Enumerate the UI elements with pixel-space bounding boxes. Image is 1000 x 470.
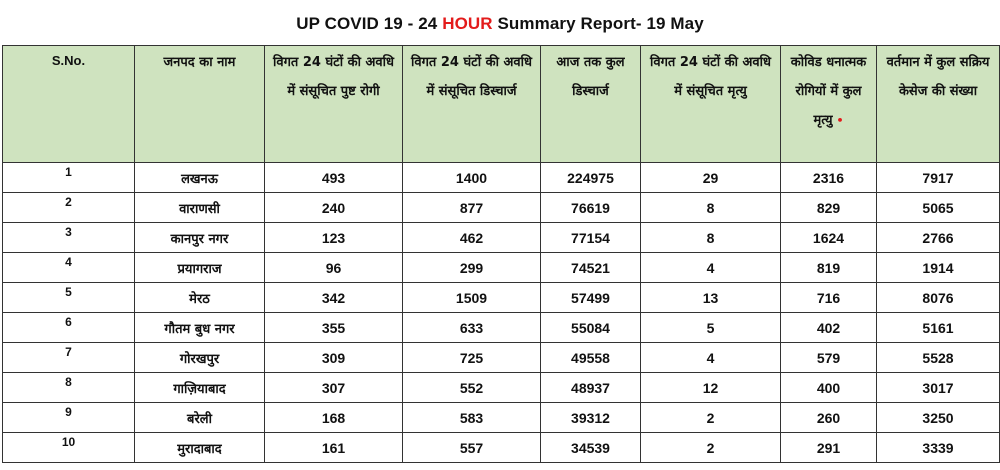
cell-total-deaths: 402 bbox=[781, 313, 877, 343]
cell-new-discharge: 583 bbox=[403, 403, 541, 433]
table-row bbox=[3, 403, 1000, 433]
cell-total-discharge: 55084 bbox=[541, 313, 641, 343]
cell-total-discharge: 77154 bbox=[541, 223, 641, 253]
cell-total-discharge: 34539 bbox=[541, 433, 641, 463]
cell-sno: 7 bbox=[3, 343, 135, 373]
header-district: जनपद का नाम bbox=[135, 46, 265, 163]
cell-district: कानपुर नगर bbox=[135, 223, 265, 253]
cell-new-discharge: 557 bbox=[403, 433, 541, 463]
table-row bbox=[3, 343, 1000, 373]
cell-new-deaths: 4 bbox=[641, 253, 781, 283]
cell-sno: 5 bbox=[3, 283, 135, 313]
cell-total-discharge: 224975 bbox=[541, 163, 641, 193]
header-new-discharge: विगत 24 घंटों की अवधि में संसूचित डिस्चार्ज bbox=[403, 46, 541, 163]
cell-new-discharge: 725 bbox=[403, 343, 541, 373]
cell-district: गौतम बुध नगर bbox=[135, 313, 265, 343]
cell-new-discharge: 462 bbox=[403, 223, 541, 253]
title-prefix: UP COVID 19 - 24 bbox=[296, 14, 443, 33]
table-row bbox=[3, 313, 1000, 343]
cell-new-deaths: 12 bbox=[641, 373, 781, 403]
cell-total-discharge: 49558 bbox=[541, 343, 641, 373]
table-row bbox=[3, 163, 1000, 193]
cell-new-discharge: 1509 bbox=[403, 283, 541, 313]
cell-new-cases: 355 bbox=[265, 313, 403, 343]
cell-total-deaths: 260 bbox=[781, 403, 877, 433]
cell-active-cases: 2766 bbox=[877, 223, 1000, 253]
cell-total-deaths: 1624 bbox=[781, 223, 877, 253]
cell-total-discharge: 57499 bbox=[541, 283, 641, 313]
cell-sno: 6 bbox=[3, 313, 135, 343]
cell-new-discharge: 633 bbox=[403, 313, 541, 343]
cell-new-discharge: 552 bbox=[403, 373, 541, 403]
table-row bbox=[3, 253, 1000, 283]
cell-sno: 8 bbox=[3, 373, 135, 403]
cell-total-deaths: 716 bbox=[781, 283, 877, 313]
cell-district: बरेली bbox=[135, 403, 265, 433]
cell-active-cases: 3250 bbox=[877, 403, 1000, 433]
cell-new-discharge: 1400 bbox=[403, 163, 541, 193]
cell-active-cases: 1914 bbox=[877, 253, 1000, 283]
header-sno: S.No. bbox=[3, 46, 135, 163]
header-new-cases: विगत 24 घंटों की अवधि में संसूचित पुष्ट रोगी bbox=[265, 46, 403, 163]
cell-new-cases: 240 bbox=[265, 193, 403, 223]
summary-table bbox=[2, 45, 1000, 463]
cell-sno: 10 bbox=[3, 433, 135, 463]
cell-active-cases: 7917 bbox=[877, 163, 1000, 193]
cell-total-deaths: 2316 bbox=[781, 163, 877, 193]
header-active-cases: वर्तमान में कुल सक्रिय केसेज की संख्या bbox=[877, 46, 1000, 163]
red-dot-marker: • bbox=[836, 114, 844, 127]
cell-sno: 9 bbox=[3, 403, 135, 433]
cell-total-deaths: 291 bbox=[781, 433, 877, 463]
cell-active-cases: 3339 bbox=[877, 433, 1000, 463]
cell-new-cases: 307 bbox=[265, 373, 403, 403]
cell-district: मेरठ bbox=[135, 283, 265, 313]
cell-active-cases: 8076 bbox=[877, 283, 1000, 313]
title-suffix: Summary Report- 19 May bbox=[492, 14, 704, 33]
table-row bbox=[3, 283, 1000, 313]
cell-district: मुरादाबाद bbox=[135, 433, 265, 463]
title-highlight: HOUR bbox=[442, 14, 493, 33]
cell-new-cases: 309 bbox=[265, 343, 403, 373]
cell-new-cases: 123 bbox=[265, 223, 403, 253]
cell-sno: 2 bbox=[3, 193, 135, 223]
cell-new-deaths: 2 bbox=[641, 433, 781, 463]
cell-new-deaths: 2 bbox=[641, 403, 781, 433]
cell-new-discharge: 299 bbox=[403, 253, 541, 283]
table-row bbox=[3, 373, 1000, 403]
cell-new-deaths: 8 bbox=[641, 193, 781, 223]
cell-total-discharge: 74521 bbox=[541, 253, 641, 283]
cell-new-deaths: 4 bbox=[641, 343, 781, 373]
cell-total-deaths: 579 bbox=[781, 343, 877, 373]
cell-active-cases: 5528 bbox=[877, 343, 1000, 373]
cell-new-deaths: 8 bbox=[641, 223, 781, 253]
cell-new-cases: 493 bbox=[265, 163, 403, 193]
cell-district: गोरखपुर bbox=[135, 343, 265, 373]
cell-new-deaths: 29 bbox=[641, 163, 781, 193]
cell-sno: 3 bbox=[3, 223, 135, 253]
cell-new-cases: 168 bbox=[265, 403, 403, 433]
cell-new-deaths: 5 bbox=[641, 313, 781, 343]
table-row bbox=[3, 433, 1000, 463]
cell-district: लखनऊ bbox=[135, 163, 265, 193]
table-body bbox=[3, 163, 1000, 463]
cell-total-discharge: 76619 bbox=[541, 193, 641, 223]
table-row bbox=[3, 193, 1000, 223]
header-row bbox=[3, 46, 1000, 163]
header-total-deaths bbox=[781, 46, 877, 163]
header-new-deaths: विगत 24 घंटों की अवधि में संसूचित मृत्यु bbox=[641, 46, 781, 163]
cell-new-cases: 161 bbox=[265, 433, 403, 463]
cell-total-discharge: 39312 bbox=[541, 403, 641, 433]
cell-new-cases: 342 bbox=[265, 283, 403, 313]
cell-sno: 4 bbox=[3, 253, 135, 283]
cell-new-cases: 96 bbox=[265, 253, 403, 283]
cell-sno: 1 bbox=[3, 163, 135, 193]
cell-total-deaths: 400 bbox=[781, 373, 877, 403]
cell-total-deaths: 819 bbox=[781, 253, 877, 283]
cell-district: प्रयागराज bbox=[135, 253, 265, 283]
cell-active-cases: 5161 bbox=[877, 313, 1000, 343]
cell-district: गाज़ियाबाद bbox=[135, 373, 265, 403]
cell-active-cases: 3017 bbox=[877, 373, 1000, 403]
cell-total-deaths: 829 bbox=[781, 193, 877, 223]
header-total-deaths-label: कोविड धनात्मक रोगियों में कुल मृत्यु bbox=[790, 55, 867, 128]
cell-district: वाराणसी bbox=[135, 193, 265, 223]
cell-active-cases: 5065 bbox=[877, 193, 1000, 223]
report-title bbox=[0, 14, 1000, 34]
header-total-discharge: आज तक कुल डिस्चार्ज bbox=[541, 46, 641, 163]
cell-total-discharge: 48937 bbox=[541, 373, 641, 403]
cell-new-discharge: 877 bbox=[403, 193, 541, 223]
cell-new-deaths: 13 bbox=[641, 283, 781, 313]
table-row bbox=[3, 223, 1000, 253]
